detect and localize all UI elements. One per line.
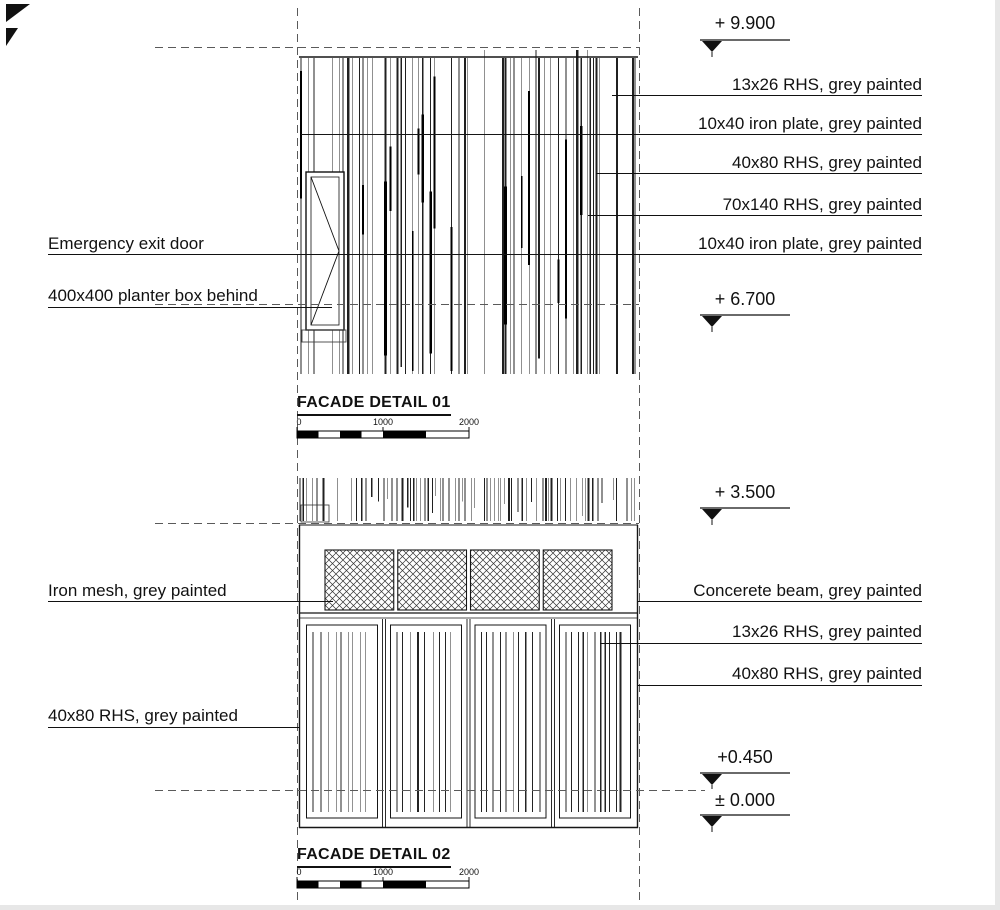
facade-02-panel-frames [307, 619, 631, 827]
label-planter-box: 400x400 planter box behind [48, 286, 258, 305]
label-13x26-rhs-d02: 13x26 RHS, grey painted [732, 622, 922, 641]
label-70x140-rhs-d01: 70x140 RHS, grey painted [722, 195, 922, 214]
level-text-6-700: + 6.700 [714, 289, 776, 309]
scale-01-tick-0: 0 [296, 417, 302, 427]
label-10x40-plate-2-d01: 10x40 iron plate, grey painted [698, 234, 922, 253]
scale-02-tick-2000: 2000 [458, 867, 480, 877]
label-iron-mesh: Iron mesh, grey painted [48, 581, 227, 600]
iron-mesh-panels [325, 550, 612, 610]
facade-detail-01-title: FACADE DETAIL 01 [297, 394, 451, 416]
label-40x80-rhs-right: 40x80 RHS, grey painted [732, 664, 922, 683]
level-marker-0-000 [700, 815, 790, 832]
label-40x80-rhs-d01: 40x80 RHS, grey painted [732, 153, 922, 172]
level-text-3-500: + 3.500 [714, 482, 776, 502]
scale-02-tick-0: 0 [296, 867, 302, 877]
scale-bar-02 [296, 867, 479, 888]
label-13x26-rhs-d01: 13x26 RHS, grey painted [732, 75, 922, 94]
facade-detail-02-title: FACADE DETAIL 02 [297, 846, 451, 868]
level-marker-0-450 [700, 773, 790, 789]
emergency-exit-door [306, 172, 344, 330]
label-40x80-rhs-left: 40x80 RHS, grey painted [48, 706, 238, 725]
label-concrete-beam: Concerete beam, grey painted [693, 581, 922, 600]
scale-01-tick-1000: 1000 [372, 417, 394, 427]
window-edge-right [995, 0, 1000, 910]
scale-01-tick-2000: 2000 [458, 417, 480, 427]
band-left-box [301, 505, 329, 522]
level-text-0-000: ± 0.000 [715, 790, 775, 810]
level-text-0-450: +0.450 [717, 747, 773, 767]
scale-02-tick-1000: 1000 [372, 867, 394, 877]
label-10x40-plate-1-d01: 10x40 iron plate, grey painted [698, 114, 922, 133]
facade-01-slats [301, 50, 636, 374]
level-marker-3-500 [700, 508, 790, 525]
corner-marks [6, 4, 30, 46]
label-emergency-exit-door: Emergency exit door [48, 234, 204, 253]
level-text-9-900: + 9.900 [714, 13, 776, 33]
scale-bar-01 [296, 417, 479, 438]
window-edge-bottom [0, 905, 1000, 910]
level-marker-9-900 [700, 40, 790, 57]
facade-02-slat-band [300, 478, 635, 521]
level-marker-6-700 [700, 315, 790, 332]
